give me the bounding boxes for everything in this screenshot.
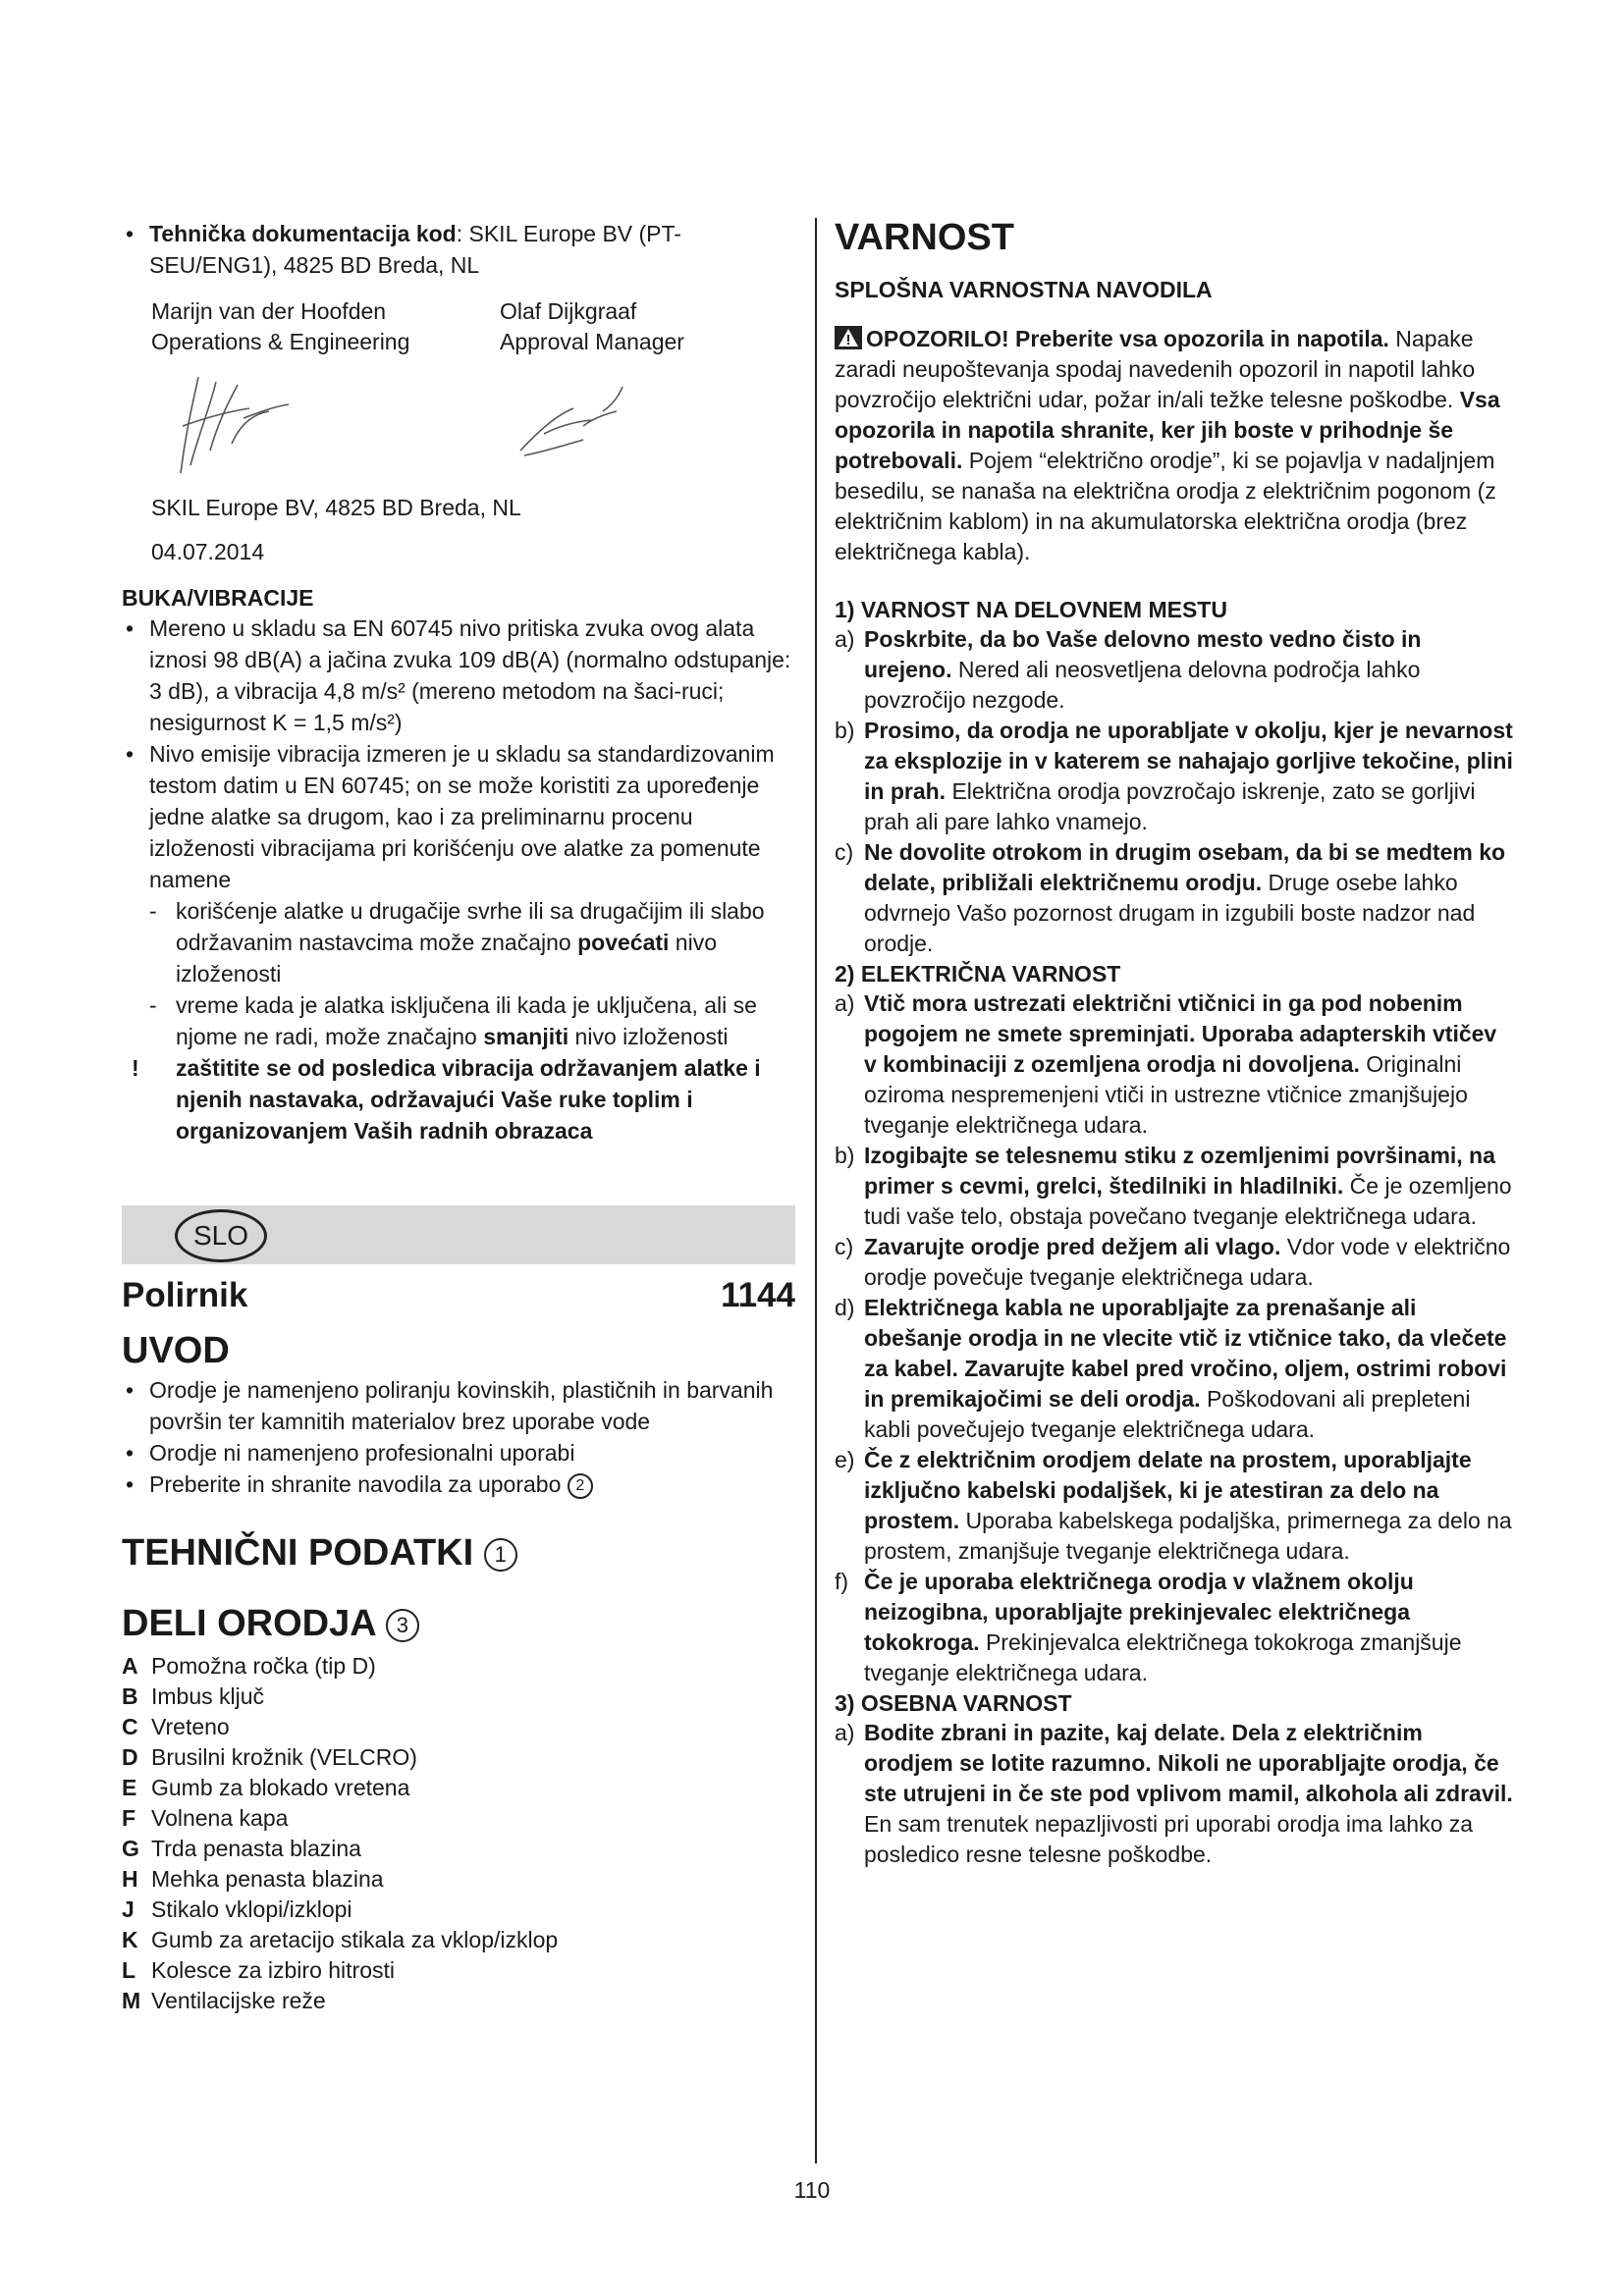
list-item: M Ventilacijske reže bbox=[122, 1988, 326, 2013]
page-number: 110 bbox=[793, 2177, 831, 2203]
column-divider bbox=[815, 218, 817, 2163]
safety-heading: VARNOST bbox=[835, 217, 1014, 258]
safety-item: a) Vtič mora ustrezati električni vtičnici in ga pod nobenim pogojem ne smete spreminjati. Uporaba adapterskih vtičev v kombinaciji z ozemljena orodja ni dovoljena. Originalni oziroma nespremenjeni vtiči in ustrezne vtičnice zmanjšujejo tveganje električnega udara. bbox=[835, 990, 1497, 1138]
signatory-role: Operations & Engineering bbox=[151, 329, 410, 354]
signatory-2 bbox=[500, 296, 848, 357]
noise-heading: BUKA/VIBRACIJE bbox=[122, 585, 314, 611]
signatory-name: Marijn van der Hoofden bbox=[151, 298, 387, 324]
signatories bbox=[151, 296, 795, 357]
list-item: H Mehka penasta blazina bbox=[122, 1866, 384, 1892]
noise-bullet-2: • Nivo emisije vibracija izmeren je u skladu sa standardizovanim testom datim u EN 60745; on se može koristiti za upoređenje jedne alatke sa drugom, kao i za preliminarnu procenu izloženosti vibracijama pri korišćenju ove alatke za pomenute namene bbox=[126, 741, 775, 892]
safety-item: e) Če z električnim orodjem delate na prostem, uporabljajte izključno kabelski podaljšek, ki je atestiran za delo na prostem. Uporaba kabelskega podaljška, primernega za delo na prostem, zmanjšuje tveganje električnega udara. bbox=[835, 1447, 1512, 1564]
work-area-heading: 1) VARNOST NA DELOVNEM MESTU bbox=[835, 597, 1227, 622]
company-address: SKIL Europe BV, 4825 BD Breda, NL bbox=[151, 495, 521, 520]
list-item: D Brusilni krožnik (VELCRO) bbox=[122, 1744, 417, 1770]
noise-dash-2: - vreme kada je alatka isključena ili kada je uključena, ali se njome ne radi, može značajno smanjiti nivo izloženosti bbox=[149, 992, 757, 1049]
noise-bullet-1: • Mereno u skladu sa EN 60745 nivo pritiska zvuka ovog alata iznosi 98 dB(A) a jačina zvuka 109 dB(A) (normalno odstupanje: 3 dB), a vibracija 4,8 m/s² (mereno metodom na šaci-ruci; nesigurnost K = 1,5 m/s²) bbox=[126, 615, 791, 735]
tool-parts-heading: DELI ORODJA 3 bbox=[122, 1600, 795, 1647]
exclamation-mark: ! bbox=[132, 1055, 139, 1081]
safety-item: b) Prosimo, da orodja ne uporabljate v okolju, kjer je nevarnost za eksplozije in v katerem se nahajajo gorljive tekočine, plini in prah. Električna orodja povzročajo iskrenje, zato se gorljivi prah ali pare lahko vnamejo. bbox=[835, 718, 1513, 834]
intro-bullet-1: • Orodje je namenjeno poliranju kovinskih, plastičnih in barvanih površin ter kamnitih materialov brez uporabe vode bbox=[126, 1377, 774, 1434]
safety-item: b) Izogibajte se telesnemu stiku z ozemljenimi površinami, na primer s cevmi, grelci, štedilniki in hladilniki. Če je ozemljeno tudi vaše telo, obstaja povečano tveganje električnega udara. bbox=[835, 1143, 1512, 1229]
intro-bullet-2: • Orodje ni namenjeno profesionalni uporabi bbox=[126, 1440, 575, 1466]
electrical-items bbox=[835, 988, 1514, 1688]
product-number: 1144 bbox=[721, 1276, 795, 1314]
product-title-row bbox=[122, 1274, 795, 1317]
personal-heading: 3) OSEBNA VARNOST bbox=[835, 1690, 1072, 1716]
intro-bullet-3: • Preberite in shranite navodila za uporabo 2 bbox=[122, 1468, 795, 1500]
tech-doc-bullet: • Tehnička dokumentacija kod: SKIL Europe BV (PT-SEU/ENG1), 4825 BD Breda, NL bbox=[126, 221, 681, 278]
list-item: L Kolesce za izbiro hitrosti bbox=[122, 1957, 395, 1983]
product-name: Polirnik bbox=[122, 1276, 248, 1314]
document-date: 04.07.2014 bbox=[151, 539, 265, 564]
intro-heading: UVOD bbox=[122, 1330, 230, 1371]
safety-item: d) Električnega kabla ne uporabljajte za prenašanje ali obešanje orodja in ne vlecite vtič iz vtičnice tako, da vlečete za kabel. Zavarujte kabel pred vročino, oljem, ostrimi robovi in premikajočimi se deli orodja. Poškodovani ali prepleteni kabli povečujejo tveganje električnega udara. bbox=[835, 1295, 1507, 1442]
list-item: A Pomožna ročka (tip D) bbox=[122, 1653, 376, 1679]
ref-circle-3: 3 bbox=[386, 1609, 419, 1642]
parts-list bbox=[122, 1651, 795, 2016]
right-column bbox=[835, 218, 1514, 1870]
signature-area bbox=[122, 357, 795, 493]
list-item: G Trda penasta blazina bbox=[122, 1836, 361, 1861]
safety-item: c) Ne dovolite otrokom in drugim osebam, da bi se medtem ko delate, približali električnemu orodju. Druge osebe lahko odvrnejo Vašo pozornost drugam in izgubili boste nadzor nad orodje. bbox=[835, 839, 1506, 956]
electrical-heading: 2) ELEKTRIČNA VARNOST bbox=[835, 961, 1121, 987]
list-item: K Gumb za aretacijo stikala za vklop/izklop bbox=[122, 1927, 559, 1952]
handwritten-signatures bbox=[122, 357, 795, 493]
tech-data-heading: TEHNIČNI PODATKI 1 bbox=[122, 1529, 795, 1576]
list-item: J Stikalo vklopi/izklopi bbox=[122, 1896, 352, 1922]
warning-triangle-icon bbox=[835, 326, 862, 349]
language-band bbox=[122, 1205, 795, 1264]
general-warning: OPOZORILO! Preberite vsa opozorila in napotila. Napake zaradi neupoštevanja spodaj navedenih opozoril in napotil lahko povzročijo električni udar, požar in/ali težke telesne poškodbe. Vsa opozorila in napotila shranite, ker jih boste v prihodnje še potrebovali. Pojem “električno orodje”, ki se pojavlja v nadaljnjem besedilu, se nanaša na električna orodja z električnim pogonom (z električnim kablom) in na akumulatorska električna orodja (brez električnega kabla). bbox=[835, 326, 1500, 564]
vibration-advice: ! zaštitite se od posledica vibracija održavanjem alatke i njenih nastavaka, održavajući Vaše ruke toplim i organizovanjem Vaših radnih obrazaca bbox=[122, 1052, 795, 1147]
signatory-1 bbox=[151, 296, 500, 357]
safety-item: a) Bodite zbrani in pazite, kaj delate. Dela z električnim orodjem se lotite razumno. Nikoli ne uporabljajte orodja, če ste utrujeni in če ste pod vplivom mamil, alkohola ali zdravil. En sam trenutek nepazljivosti pri uporabi orodja ima lahko za posledico resne telesne poškodbe. bbox=[835, 1720, 1513, 1867]
work-area-items bbox=[835, 624, 1514, 959]
tech-doc-label: Tehnička dokumentacija kod bbox=[149, 221, 457, 246]
list-item: E Gumb za blokado vretena bbox=[122, 1775, 410, 1800]
list-item: B Imbus ključ bbox=[122, 1683, 265, 1709]
left-column bbox=[122, 218, 795, 2016]
ref-circle-2: 2 bbox=[568, 1473, 593, 1499]
tech-doc-text: : SKIL Europe BV (PT-SEU/ENG1), 4825 BD Breda, NL bbox=[149, 221, 681, 278]
safety-subheading: SPLOŠNA VARNOSTNA NAVODILA bbox=[835, 277, 1213, 302]
signatory-role: Approval Manager bbox=[500, 329, 684, 354]
safety-item: f) Če je uporaba električnega orodja v vlažnem okolju neizogibna, uporabljajte prekinjevalec električnega tokokroga. Prekinjevalca električnega tokokroga zmanjšuje tveganje električnega udara. bbox=[835, 1569, 1462, 1685]
language-badge: SLO bbox=[175, 1209, 267, 1262]
safety-item: a) Poskrbite, da bo Vaše delovno mesto vedno čisto in urejeno. Nered ali neosvetljena delovna področja lahko povzročijo nezgode. bbox=[835, 626, 1422, 713]
list-item: C Vreteno bbox=[122, 1714, 230, 1739]
ref-circle-1: 1 bbox=[484, 1538, 517, 1572]
personal-items bbox=[835, 1718, 1514, 1870]
noise-dash-1: - korišćenje alatke u drugačije svrhe ili sa drugačijim ili slabo održavanim nastavcima može značajno povećati nivo izloženosti bbox=[149, 898, 765, 987]
signatory-name: Olaf Dijkgraaf bbox=[500, 298, 637, 324]
list-item: F Volnena kapa bbox=[122, 1805, 289, 1831]
safety-item: c) Zavarujte orodje pred dežjem ali vlago. Vdor vode v električno orodje povečuje tveganje električnega udara. bbox=[835, 1234, 1511, 1290]
